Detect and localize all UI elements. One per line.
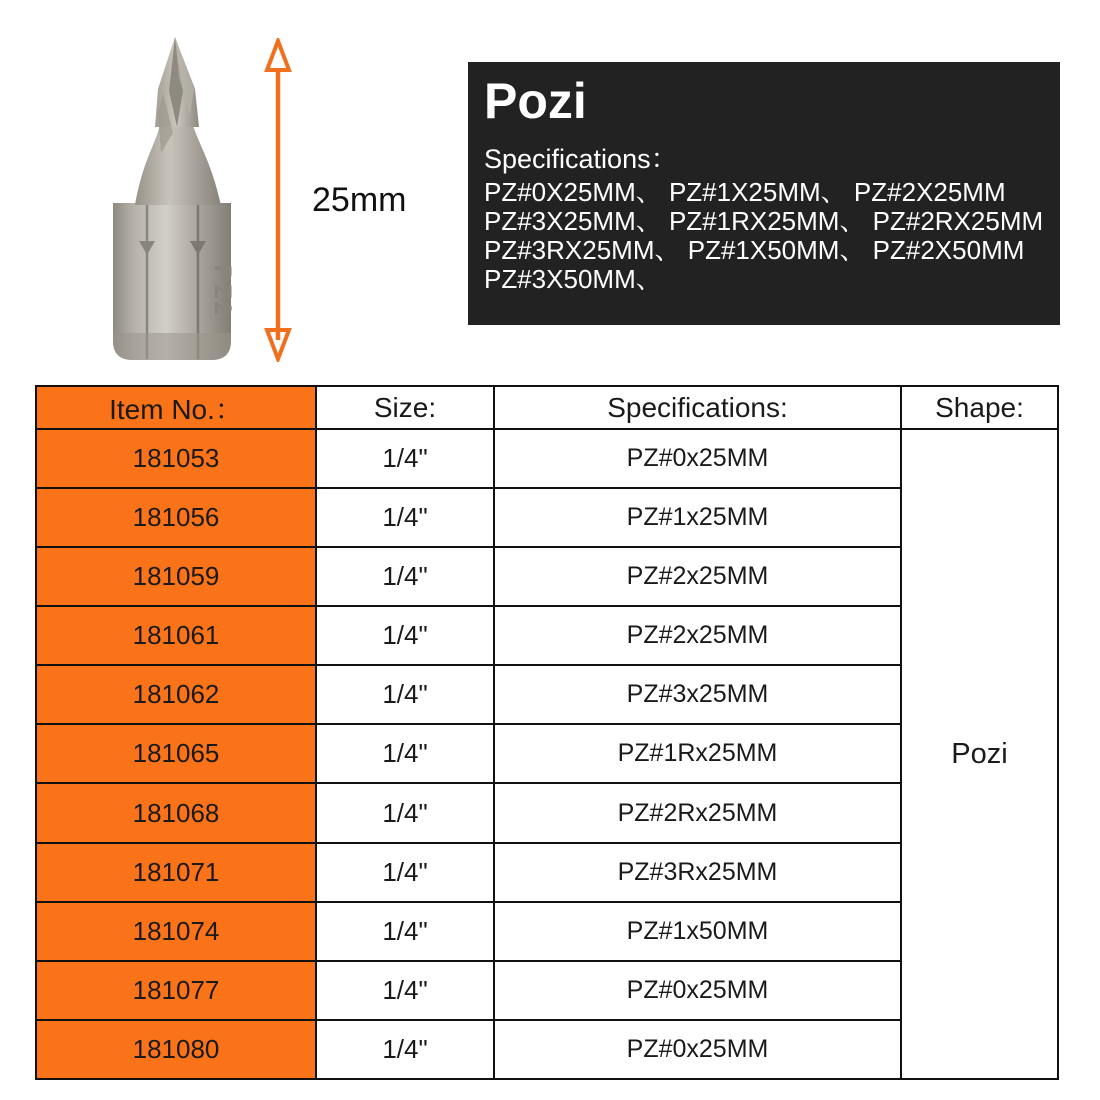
- size-cell: 1/4": [316, 1020, 494, 1079]
- spec-cell: PZ#0x25MM: [494, 961, 901, 1020]
- spec-line: PZ#3X50MM、: [484, 264, 662, 295]
- spec-cell: PZ#2x25MM: [494, 547, 901, 606]
- dimension-label: 25mm: [312, 181, 407, 219]
- column-header-item-no: Item No.：: [36, 386, 316, 429]
- spec-line: PZ#3RX25MM、 PZ#1X50MM、 PZ#2X50MM: [484, 235, 1025, 266]
- item-no-cell: 181061: [36, 606, 316, 665]
- specifications-label: Specifications：: [484, 144, 678, 174]
- item-no-cell: 181068: [36, 783, 316, 842]
- spec-cell: PZ#0x25MM: [494, 1020, 901, 1079]
- specifications-list: [484, 178, 1050, 294]
- column-header-size: Size:: [316, 386, 494, 429]
- size-cell: 1/4": [316, 429, 494, 488]
- table-row: [36, 429, 1058, 488]
- item-no-cell: 181077: [36, 961, 316, 1020]
- pozi-bit-image: [103, 33, 241, 365]
- spec-cell: PZ#3x25MM: [494, 665, 901, 724]
- table-header-row: [36, 386, 1058, 429]
- item-no-cell: 181065: [36, 724, 316, 783]
- item-no-cell: 181053: [36, 429, 316, 488]
- spec-cell: PZ#3Rx25MM: [494, 843, 901, 902]
- item-no-cell: 181080: [36, 1020, 316, 1079]
- size-cell: 1/4": [316, 843, 494, 902]
- size-cell: 1/4": [316, 488, 494, 547]
- spec-cell: PZ#1Rx25MM: [494, 724, 901, 783]
- item-no-cell: 181071: [36, 843, 316, 902]
- dimension-arrow-icon: [256, 38, 300, 362]
- product-info-panel: [468, 62, 1060, 325]
- item-no-cell: 181074: [36, 902, 316, 961]
- column-header-specifications: Specifications:: [494, 386, 901, 429]
- spec-cell: PZ#2x25MM: [494, 606, 901, 665]
- size-cell: 1/4": [316, 961, 494, 1020]
- size-cell: 1/4": [316, 724, 494, 783]
- item-no-cell: 181059: [36, 547, 316, 606]
- spec-cell: PZ#1x50MM: [494, 902, 901, 961]
- spec-table: [35, 385, 1059, 1080]
- size-cell: 1/4": [316, 547, 494, 606]
- size-cell: 1/4": [316, 665, 494, 724]
- spec-cell: PZ#2Rx25MM: [494, 783, 901, 842]
- size-cell: 1/4": [316, 902, 494, 961]
- bit-marking-text: PZ2: [209, 265, 236, 319]
- spec-cell: PZ#1x25MM: [494, 488, 901, 547]
- size-cell: 1/4": [316, 606, 494, 665]
- product-title: Pozi: [484, 73, 587, 129]
- column-header-shape: Shape:: [901, 386, 1058, 429]
- spec-line: PZ#0X25MM、 PZ#1X25MM、 PZ#2X25MM: [484, 177, 1006, 208]
- size-cell: 1/4": [316, 783, 494, 842]
- item-no-cell: 181062: [36, 665, 316, 724]
- spec-cell: PZ#0x25MM: [494, 429, 901, 488]
- shape-cell: Pozi: [901, 429, 1058, 1079]
- spec-line: PZ#3X25MM、 PZ#1RX25MM、 PZ#2RX25MM: [484, 206, 1044, 237]
- item-no-cell: 181056: [36, 488, 316, 547]
